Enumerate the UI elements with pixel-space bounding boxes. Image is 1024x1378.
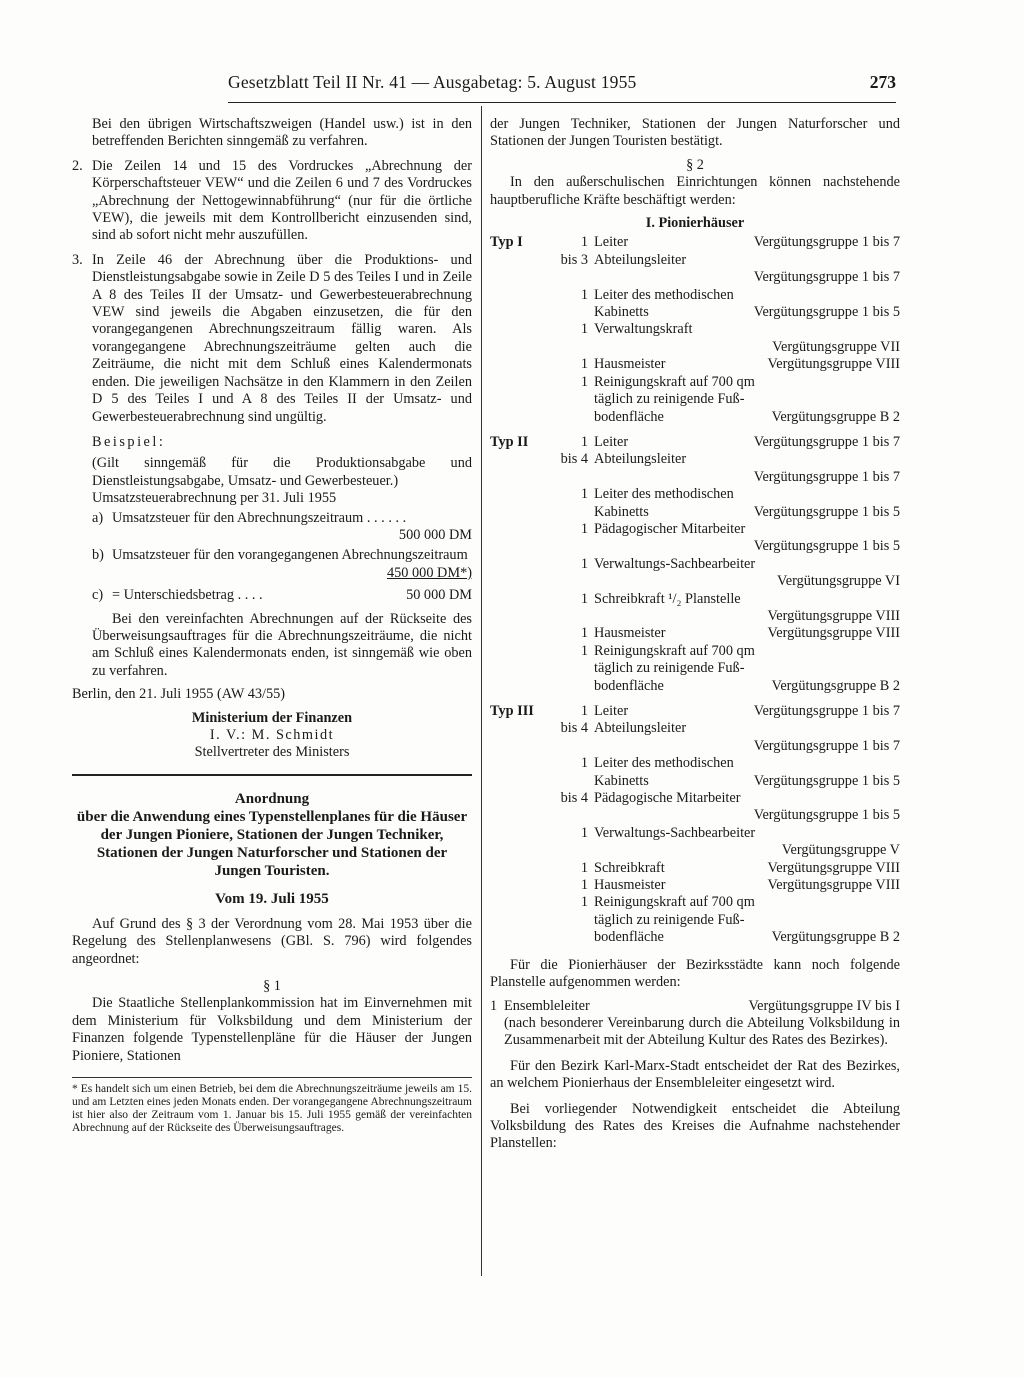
position-detail: täglich zu reinigende Fuß-: [594, 391, 745, 408]
line-label: b): [92, 547, 104, 564]
position-title: Leiter des methodischen: [594, 486, 734, 503]
position-entry: [490, 894, 900, 946]
position-count: 1: [580, 433, 588, 450]
position-title: Reinigungskraft auf 700 qm: [594, 894, 755, 911]
position-title: Reinigungskraft auf 700 qm: [594, 373, 755, 390]
item-text: In Zeile 46 der Abrechnung über die Produktions- und Dienstleistungsabgabe sowie in Zeile D 5 des Teiles I und in Zeile A 8 des Teiles II der Umsatz- und Gewerbesteuerabrechnung VEW sind jeweils die Abgaben einzusetzen, die für den vorangegangenen Abrechnungszeitraum fällig waren. Als vorangegangene Abrechnungszeiträume gelten auch die Zeiträume, die nicht mit dem Schluß eines Kalendermonats enden. Die jeweiligen Nachsätze in den Klammern in den Zeilen D 5 des Teiles I und A 8 des Teiles II der Umsatz- und Gewerbesteuerabrechnung sind ungültig.: [92, 251, 472, 425]
type-label: Typ II: [490, 433, 529, 450]
position-count: 1: [580, 642, 588, 659]
position-entry: [490, 643, 900, 695]
position-count: 1: [490, 997, 498, 1014]
position-count: 1: [580, 894, 588, 911]
position-title: Abteilungsleiter: [594, 720, 687, 737]
line-text: = Unterschiedsbetrag . . . .: [112, 587, 263, 604]
closing-paragraph: Bei vorliegender Notwendigkeit entscheidet die Abteilung Volksbildung des Rates des Kreises die Aufnahme nachstehender Planstellen:: [490, 1100, 900, 1152]
item-2: [72, 158, 472, 245]
position-count: 1: [580, 755, 588, 772]
position-entry: [490, 860, 900, 877]
page-header: [228, 72, 896, 103]
example-line-a: [92, 510, 472, 545]
position-entry: [490, 703, 900, 720]
pay-grade: Vergütungsgruppe 1 bis 7: [753, 468, 900, 485]
pay-grade: Vergütungsgruppe 1 bis 5: [753, 503, 900, 520]
position-count: 1: [580, 321, 588, 338]
continued-text: der Jungen Techniker, Stationen der Jungen Naturforscher und Stationen der Jungen Touristen bestätigt.: [490, 116, 900, 150]
position-entry: [490, 252, 900, 287]
header-title: Gesetzblatt Teil II Nr. 41 — Ausgabetag: 5. August 1955: [228, 72, 637, 92]
pay-grade: Vergütungsgruppe VIII: [767, 625, 900, 642]
pay-grade: Vergütungsgruppe 1 bis 7: [753, 703, 900, 719]
position-title: Leiter des methodischen: [594, 755, 734, 772]
position-detail: Kabinetts: [594, 772, 649, 789]
position-entry: [490, 877, 900, 894]
ensemble-note: (nach besonderer Vereinbarung durch die Abteilung Volksbildung in Zusammenarbeit mit der Abteilung Kultur des Rates des Bezirkes).: [504, 1014, 900, 1049]
example-block: [72, 434, 472, 680]
pay-grade: Vergütungsgruppe 1 bis 7: [753, 433, 900, 450]
line-text: Umsatzsteuer für den vorangegangenen Abrechnungszeitraum: [112, 547, 468, 564]
example-note: (Gilt sinngemäß für die Produktionsabgabe und Dienstleistungsabgabe, Umsatz- und Gewerbesteuer.): [92, 455, 472, 489]
signer: I. V.: M. Schmidt: [209, 727, 335, 743]
item-3: [72, 252, 472, 426]
position-title: Pädagogische Mitarbeiter: [594, 790, 741, 807]
position-entry: [490, 486, 900, 521]
position-entry: [490, 356, 900, 373]
position-count: bis 4: [560, 790, 588, 807]
page-number: 273: [869, 72, 896, 92]
position-entry: [490, 755, 900, 790]
pay-grade: Vergütungsgruppe 1 bis 7: [753, 269, 900, 286]
position-count: 1: [580, 625, 588, 642]
position-title: Pädagogischer Mitarbeiter: [594, 520, 746, 537]
position-entry: [490, 451, 900, 486]
pay-grade: Vergütungsgruppe VIII: [767, 356, 900, 373]
position-entry: [490, 321, 900, 356]
closing-paragraph: Bei den vereinfachten Abrechnungen auf der Rückseite des Überweisungsauftrages für die Abrechnungszeiträume, die nicht am Schluß eines Kalendermonats enden, ist sinngemäß wie oben zu verfahren.: [92, 610, 472, 679]
position-count: 1: [580, 590, 588, 607]
left-column: [72, 116, 472, 1135]
type-1-block: [490, 234, 900, 425]
order-intro: Auf Grund des § 3 der Verordnung vom 28. Mai 1953 über die Regelung des Stellenplanwesens (GBl. S. 796) wird folgendes angeordnet:: [72, 915, 472, 967]
pay-grade: Vergütungsgruppe 1 bis 5: [753, 807, 900, 824]
position-title: Leiter: [594, 703, 629, 719]
position-entry: [490, 434, 900, 451]
position-title: Verwaltungs-Sachbearbeiter: [594, 555, 756, 572]
position-title: Verwaltungs-Sachbearbeiter: [594, 824, 756, 841]
position-title: Hausmeister: [594, 625, 666, 642]
position-entry: [490, 521, 900, 556]
position-detail: täglich zu reinigende Fuß-: [594, 660, 745, 677]
line-label: c): [92, 587, 104, 604]
section-rule: [72, 774, 472, 776]
position-count: 1: [580, 859, 588, 876]
type-label: Typ I: [490, 234, 523, 251]
position-count: 1: [580, 703, 588, 719]
position-count: bis 4: [560, 451, 588, 468]
order-date: Vom 19. Juli 1955: [215, 890, 329, 907]
type-3-block: [490, 703, 900, 947]
section-heading: I. Pionierhäuser: [645, 215, 745, 232]
intro-paragraph: Bei den übrigen Wirtschaftszweigen (Handel usw.) ist in den betreffenden Berichten sinngemäß zu verfahren.: [92, 116, 472, 150]
signer-role: Stellvertreter des Ministers: [194, 744, 350, 761]
date-line: Berlin, den 21. Juli 1955 (AW 43/55): [72, 686, 286, 703]
position-detail: täglich zu reinigende Fuß-: [594, 911, 745, 928]
pay-grade: Vergütungsgruppe 1 bis 5: [753, 304, 900, 321]
right-column: [490, 116, 900, 1153]
position-title: Leiter des methodischen: [594, 286, 734, 303]
position-title: Hausmeister: [594, 356, 666, 373]
ministry-name: Ministerium der Finanzen: [191, 709, 353, 726]
position-entry: [490, 556, 900, 591]
pay-grade: Vergütungsgruppe VII: [772, 338, 900, 355]
position-detail: Kabinetts: [594, 304, 649, 321]
pay-grade: Vergütungsgruppe IV bis I: [748, 997, 900, 1014]
example-line-b: [92, 547, 472, 582]
column-divider: [481, 106, 482, 1276]
item-number: 3.: [72, 251, 83, 268]
position-count: 1: [580, 356, 588, 373]
position-title: Verwaltungskraft: [594, 321, 693, 338]
paragraph-1-heading: § 1: [263, 978, 281, 995]
example-label: Beispiel:: [92, 433, 166, 450]
order-title: Anordnung: [234, 790, 310, 807]
position-title: Ensembleleiter: [504, 997, 590, 1014]
pay-grade: Vergütungsgruppe B 2: [771, 929, 900, 946]
pay-grade: Vergütungsgruppe VIII: [767, 877, 900, 894]
pay-grade: Vergütungsgruppe 1 bis 5: [753, 772, 900, 789]
type-label: Typ III: [490, 703, 534, 719]
position-count: bis 3: [560, 251, 588, 268]
footnote: * Es handelt sich um einen Betrieb, bei dem die Abrechnungszeiträume jeweils am 15. und am Letzten eines jeden Monats enden. Der vorangegangene Abrechnungszeitraum ist hier also der Zeitraum vom 1. Januar bis 15. Juli 1955 gemäß der vereinfachten Abrechnung auf der Rückseite des Überweisungsauftrages.: [72, 1077, 472, 1135]
order-subtitle: über die Anwendung eines Typenstellenplanes für die Häuser der Jungen Pioniere, Stationen der Jungen Techniker, Stationen der Jungen Naturforscher und Stationen der Jungen Touristen.: [76, 808, 468, 879]
position-title: Abteilungsleiter: [594, 251, 687, 268]
item-text: Die Zeilen 14 und 15 des Vordruckes „Abrechnung der Körperschaftsteuer VEW“ und die Zeilen 6 und 7 des Vordruckes „Abrechnung der Nettogewinnabführung“ (nur für die örtliche VEW), die jeweils mit dem Kontrollbericht einzusenden sind, sind ab sofort nicht mehr auszufüllen.: [92, 157, 472, 244]
position-count: 1: [580, 234, 588, 251]
position-entry: [490, 374, 900, 426]
position-count: 1: [580, 555, 588, 572]
pay-grade: Vergütungsgruppe VI: [777, 573, 900, 590]
position-detail: bodenfläche: [594, 677, 664, 694]
district-intro: Für die Pionierhäuser der Bezirksstädte kann noch folgende Planstelle aufgenommen werden:: [490, 956, 900, 991]
line-amount: 450 000 DM*): [387, 564, 472, 581]
line-text: Umsatzsteuer für den Abrechnungszeitraum . . . . . .: [112, 509, 407, 526]
position-count: 1: [580, 486, 588, 503]
position-title: Schreibkraft ¹/₂ Planstelle: [594, 590, 741, 607]
position-count: 1: [580, 373, 588, 390]
example-heading: Umsatzsteuerabrechnung per 31. Juli 1955: [92, 490, 337, 507]
position-detail: Kabinetts: [594, 503, 649, 520]
paragraph-2-text: In den außerschulischen Einrichtungen können nachstehende hauptberufliche Kräfte beschäftigt werden:: [490, 174, 900, 208]
ensemble-row: [490, 998, 900, 1015]
position-title: Abteilungsleiter: [594, 451, 687, 468]
pay-grade: Vergütungsgruppe VIII: [767, 859, 900, 876]
position-entry: [490, 287, 900, 322]
pay-grade: Vergütungsgruppe 1 bis 5: [753, 538, 900, 555]
position-count: 1: [580, 824, 588, 841]
paragraph-1-text: Die Staatliche Stellenplankommission hat im Einvernehmen mit dem Ministerium für Volksbildung und dem Ministerium der Finanzen folgende Typenstellenpläne für die Häuser der Jungen Pioniere, Stationen: [72, 995, 472, 1064]
pay-grade: Vergütungsgruppe V: [781, 842, 900, 859]
position-entry: [490, 625, 900, 642]
pay-grade: Vergütungsgruppe B 2: [771, 408, 900, 425]
position-title: Hausmeister: [594, 877, 666, 894]
position-entry: [490, 234, 900, 251]
pay-grade: Vergütungsgruppe VIII: [767, 607, 900, 624]
pay-grade: Vergütungsgruppe 1 bis 7: [753, 737, 900, 754]
position-title: Reinigungskraft auf 700 qm: [594, 642, 755, 659]
position-detail: bodenfläche: [594, 408, 664, 425]
pay-grade: Vergütungsgruppe B 2: [771, 677, 900, 694]
position-title: Leiter: [594, 234, 629, 251]
pay-grade: Vergütungsgruppe 1 bis 7: [753, 234, 900, 251]
position-count: 1: [580, 877, 588, 894]
position-count: bis 4: [560, 720, 588, 737]
type-2-block: [490, 434, 900, 695]
karl-marx-paragraph: Für den Bezirk Karl-Marx-Stadt entscheidet der Rat des Bezirkes, an welchem Pionierhaus der Ensembleleiter eingesetzt wird.: [490, 1057, 900, 1092]
position-count: 1: [580, 520, 588, 537]
example-line-c: [92, 587, 472, 604]
position-entry: [490, 720, 900, 755]
line-amount: 50 000 DM: [406, 587, 472, 604]
position-entry: [490, 825, 900, 860]
paragraph-2-heading: § 2: [686, 156, 704, 173]
position-entry: [490, 790, 900, 825]
position-title: Leiter: [594, 433, 629, 450]
position-count: 1: [580, 286, 588, 303]
position-entry: [490, 591, 900, 626]
position-detail: bodenfläche: [594, 929, 664, 946]
line-label: a): [92, 509, 104, 526]
item-number: 2.: [72, 157, 83, 174]
line-amount: 500 000 DM: [398, 526, 472, 543]
position-title: Schreibkraft: [594, 859, 665, 876]
